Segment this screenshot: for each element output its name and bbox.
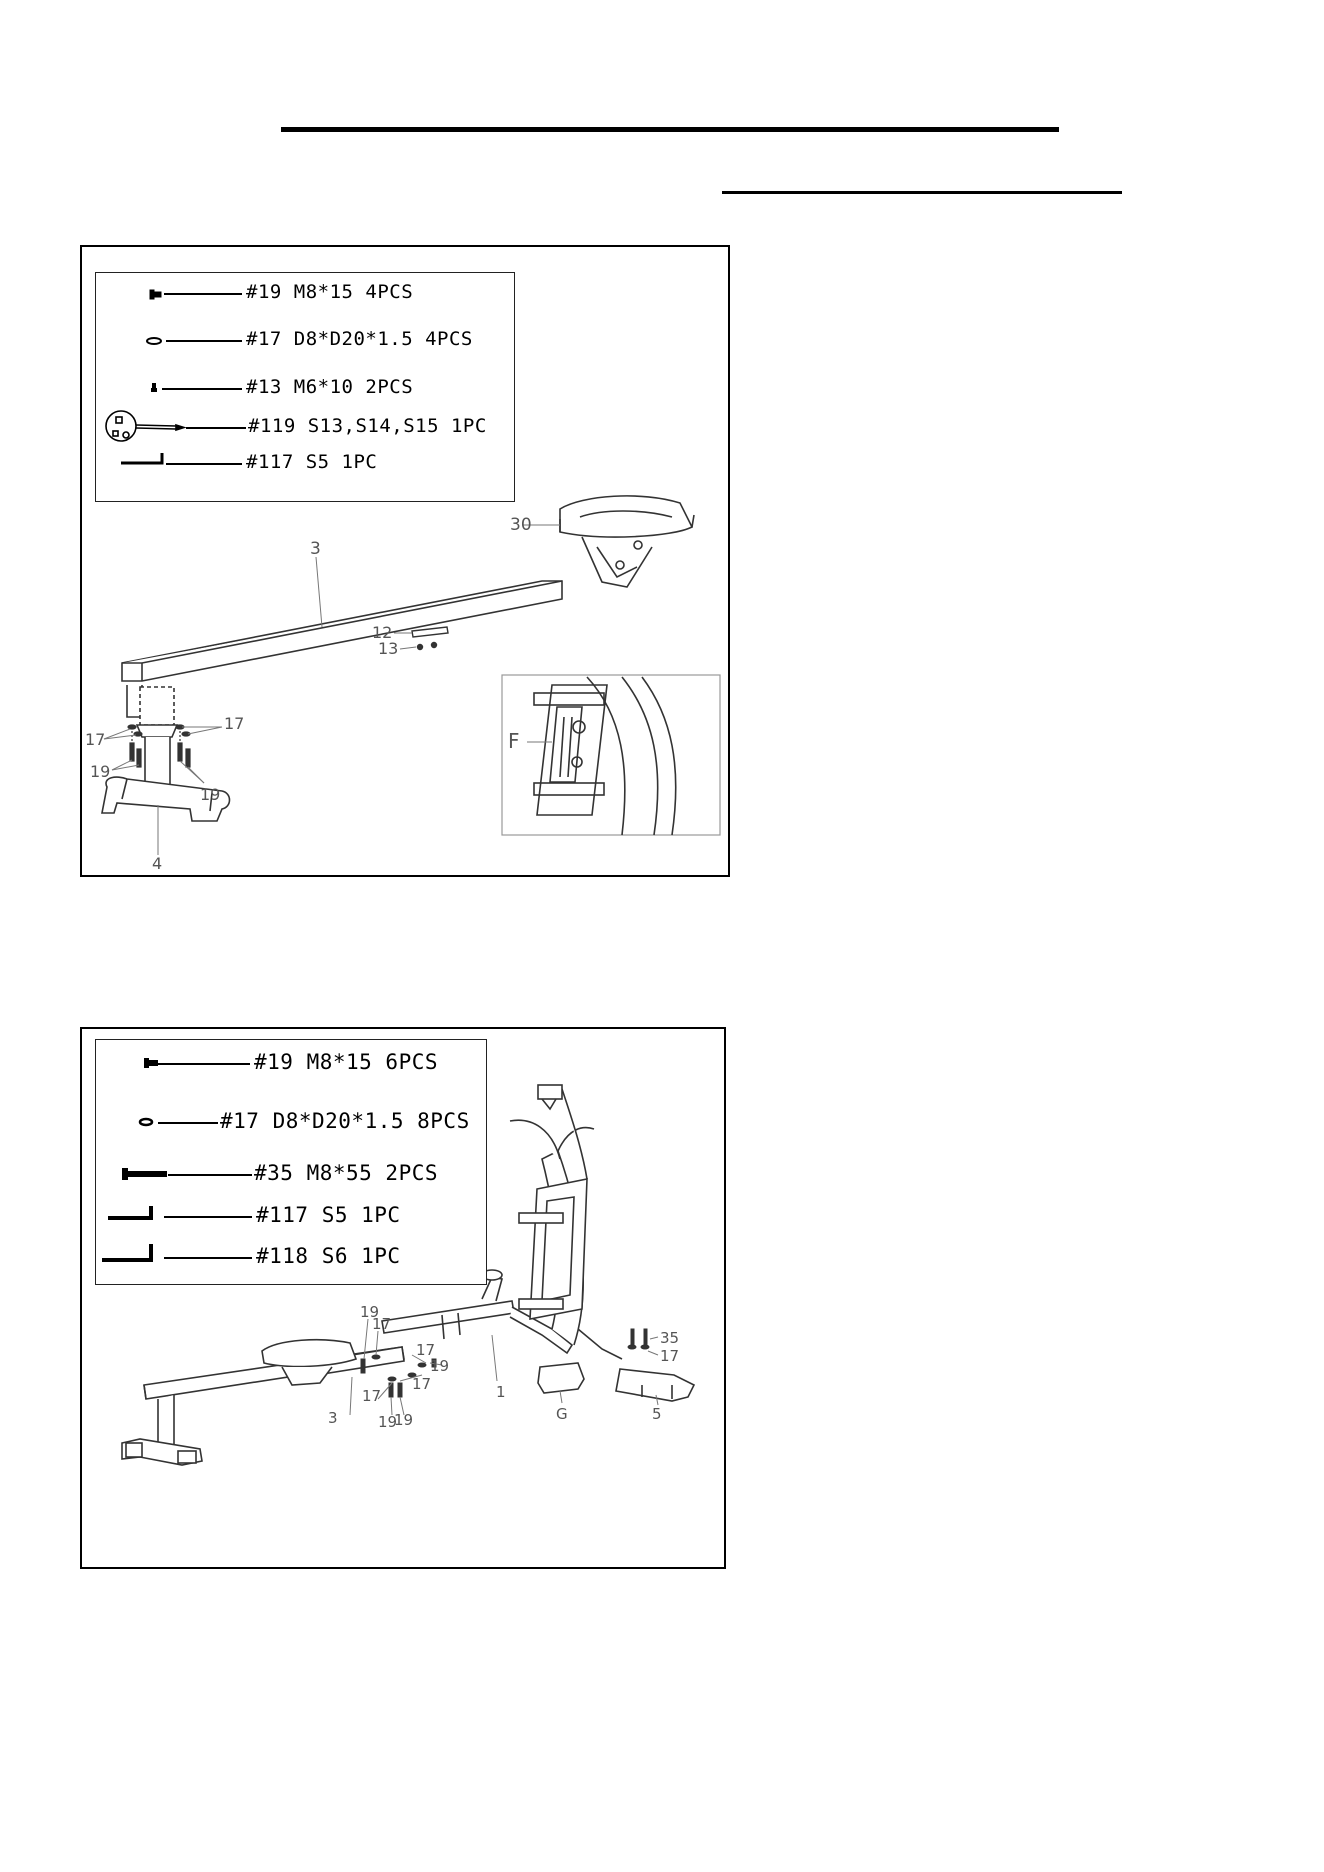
callout-19: 19	[378, 1413, 398, 1431]
step1-panel	[80, 245, 730, 877]
hardware-label: #13 M6*10 2PCS	[246, 376, 414, 398]
washer-icon	[140, 1119, 152, 1125]
seat-drawing	[560, 496, 694, 587]
callout-bolt-right: 19	[200, 785, 221, 804]
hardware-label: #17 D8*D20*1.5 4PCS	[246, 328, 473, 350]
lead-line	[166, 463, 242, 465]
bracket-drawing	[412, 627, 448, 650]
callout-35: 35	[660, 1329, 680, 1347]
callout-17: 17	[362, 1387, 382, 1405]
hardware-label: #17 D8*D20*1.5 8PCS	[220, 1109, 470, 1133]
callout-bolt-left: 19	[90, 762, 111, 781]
hardware-label: #19 M8*15 4PCS	[246, 281, 414, 303]
screw-icon	[151, 383, 157, 392]
allen-key-icon	[121, 453, 162, 463]
callout-19: 19	[394, 1411, 414, 1429]
callout-17: 17	[372, 1315, 392, 1333]
callout-17: 17	[412, 1375, 432, 1393]
callout-detail-f: F	[508, 729, 520, 753]
callout-seat: 30	[510, 515, 532, 535]
callout-19: 19	[430, 1357, 450, 1375]
lead-line	[162, 388, 242, 390]
stabilizer-drawing	[122, 1395, 202, 1465]
hardware-label: #35 M8*55 2PCS	[254, 1161, 439, 1185]
hardware-label: #119 S13,S14,S15 1PC	[248, 415, 487, 437]
rail-drawing	[122, 581, 562, 681]
callout-bracket: 12	[372, 623, 393, 642]
lead-line	[158, 1122, 218, 1124]
lead-line	[158, 1063, 250, 1065]
step1-parts-box	[95, 272, 515, 502]
callout-stabilizer: 5	[652, 1405, 662, 1423]
subtitle-rule	[722, 191, 1122, 194]
rear-stabilizer-drawing	[538, 1363, 694, 1401]
long-bolt-icon	[122, 1168, 167, 1180]
washer-icon	[147, 338, 161, 344]
callout-washer-right: 17	[224, 714, 245, 733]
lead-line	[166, 340, 242, 342]
callout-17: 17	[660, 1347, 680, 1365]
hardware-label: #19 M8*15 6PCS	[254, 1050, 439, 1074]
hardware-label: #118 S6 1PC	[256, 1244, 401, 1268]
step2-parts-box	[95, 1039, 487, 1285]
allen-key-icon	[102, 1244, 151, 1260]
lead-line	[164, 1216, 252, 1218]
callout-stabilizer: 4	[152, 854, 163, 873]
detail-f-frame	[527, 677, 676, 835]
lead-line	[168, 1174, 252, 1176]
step2-panel	[80, 1027, 726, 1569]
lead-line	[164, 293, 242, 295]
lead-line	[164, 1257, 252, 1259]
callout-frame: 1	[496, 1383, 506, 1401]
callout-17: 17	[416, 1341, 436, 1359]
bolt-icon	[150, 290, 161, 299]
hardware-label: #117 S5 1PC	[246, 451, 378, 473]
hardware-label: #117 S5 1PC	[256, 1203, 401, 1227]
callout-rail: 3	[328, 1409, 338, 1427]
bolt-icon	[144, 1058, 158, 1068]
callout-washer-left: 17	[85, 730, 106, 749]
callout-19: 19	[360, 1303, 380, 1321]
callout-detail-g: G	[556, 1405, 568, 1423]
callout-bracket-screw: 13	[378, 639, 399, 658]
allen-key-icon	[108, 1206, 151, 1218]
lead-line	[186, 427, 246, 429]
multi-wrench-icon	[106, 411, 184, 441]
callout-rail: 3	[310, 539, 321, 559]
title-rule	[281, 127, 1059, 132]
